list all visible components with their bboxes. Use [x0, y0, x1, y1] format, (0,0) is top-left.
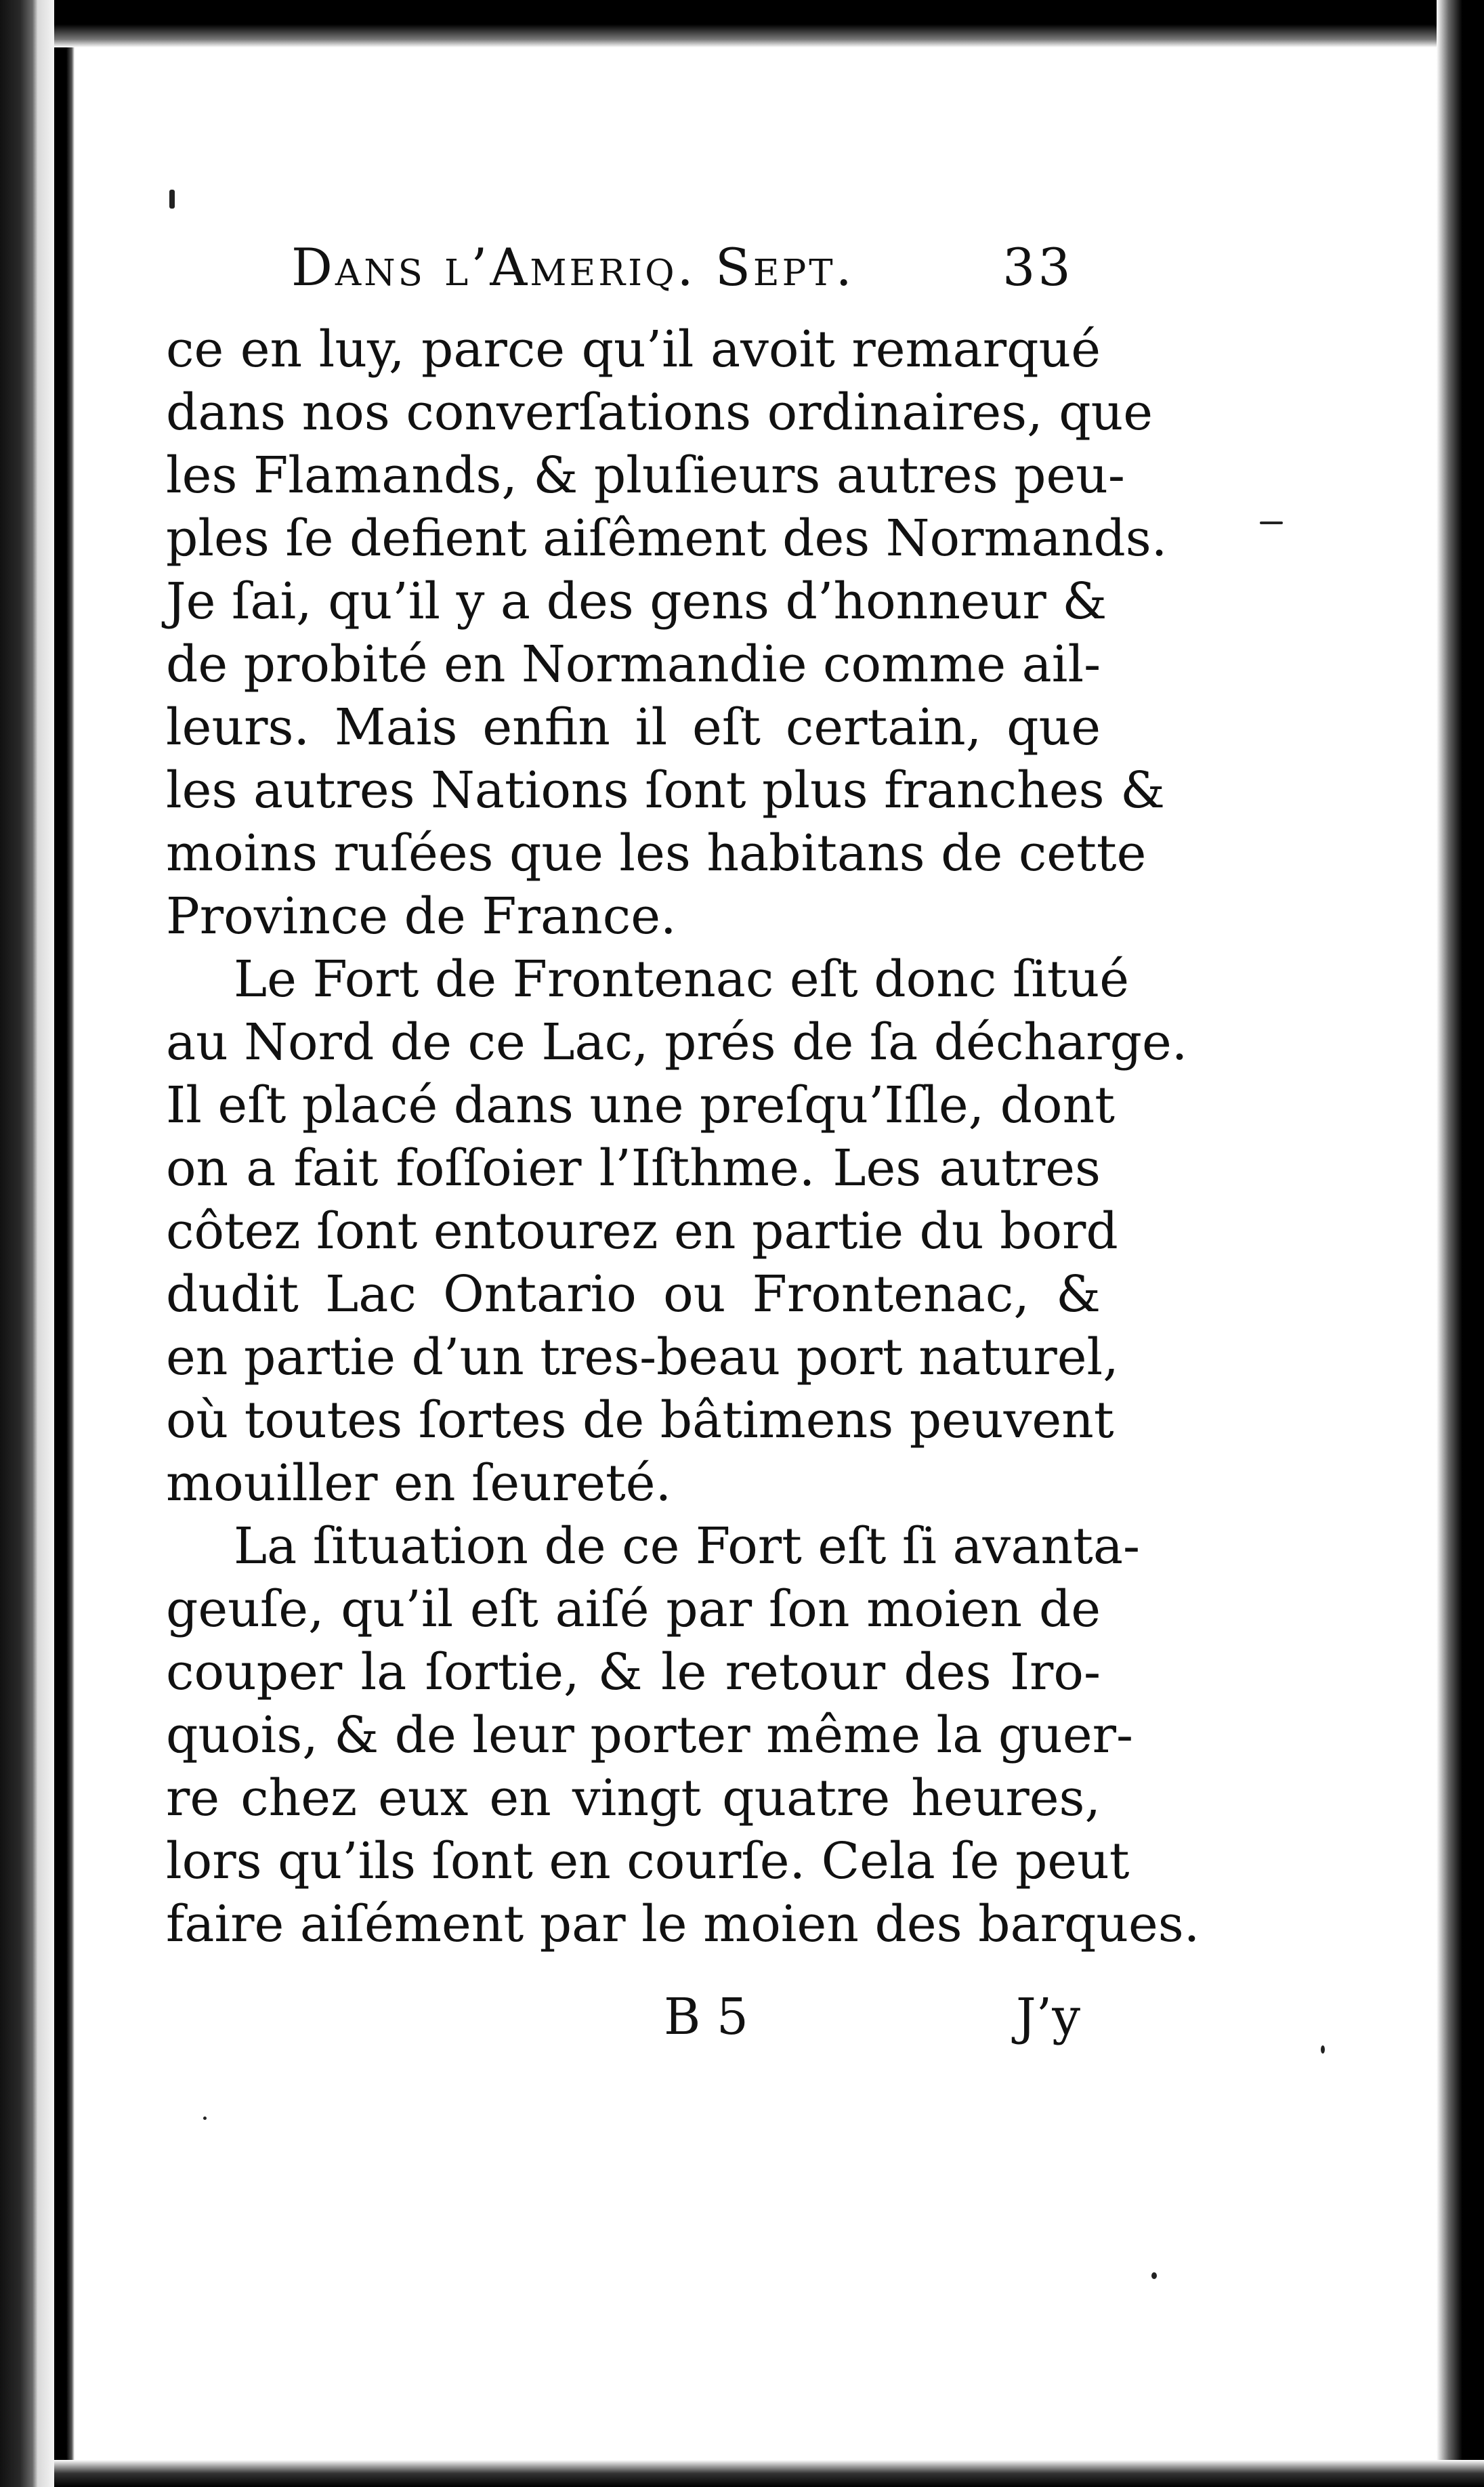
text-line: côtez ſont entourez en partie du bord [166, 1202, 1118, 1260]
scan-speck [1151, 2272, 1157, 2279]
signature-mark: B 5 [664, 1988, 748, 2046]
text-line: lors qu’ils ſont en courſe. Cela ſe peut [166, 1832, 1130, 1890]
scan-speck [1321, 2045, 1325, 2054]
text-line: moins ruſées que les habitans de cette [166, 824, 1147, 883]
text-line: quois, & de leur porter même la guer- [166, 1706, 1134, 1764]
text-line: on a fait foſſoier l’Iſthme. Les autres [166, 1139, 1101, 1197]
text-line: les Flamands, & pluſieurs autres peu- [166, 446, 1125, 505]
text-line: ples ſe defient aiſêment des Normands. [166, 509, 1168, 568]
text-line: de probité en Normandie comme ail- [166, 635, 1101, 694]
scan-speck [169, 190, 175, 209]
text-line: où toutes ſortes de bâtimens peuvent [166, 1391, 1114, 1449]
book-spine-shadow [0, 0, 37, 2487]
text-line: Province de France. [166, 887, 677, 945]
text-line: faire aiſément par le moien des barques. [166, 1895, 1200, 1953]
gutter [37, 0, 54, 2487]
body-text [166, 318, 1200, 1956]
text-line: dudit Lac Ontario ou Frontenac, & [166, 1265, 1101, 1323]
text-line: Il eſt placé dans une preſqu’Iſle, dont [166, 1076, 1115, 1134]
page-top-edge [54, 0, 1484, 47]
page-right-edge [1437, 0, 1484, 2487]
page-left-edge [54, 27, 75, 2465]
running-header [291, 237, 1375, 312]
text-line: mouiller en ſeureté. [166, 1454, 672, 1512]
page-bottom-edge [54, 2460, 1484, 2487]
text-line: re chez eux en vingt quatre heures, [166, 1769, 1101, 1827]
text-line: au Nord de ce Lac, prés de ſa décharge. [166, 1013, 1188, 1071]
text-line: couper la ſortie, & le retour des Iro- [166, 1643, 1101, 1701]
text-line: Je ſai, qu’il y a des gens d’honneur & [166, 572, 1107, 631]
text-line: ce en luy, parce qu’il avoit remarqué [166, 320, 1101, 379]
text-line: les autres Nations ſont plus franches & [166, 761, 1165, 820]
text-line: geuſe, qu’il eſt aiſé par ſon moien de [166, 1580, 1101, 1638]
running-title: Dans l’Ameriq. Sept. [291, 237, 855, 297]
page-number: 33 [1002, 237, 1074, 297]
scan-speck [1260, 522, 1283, 524]
paragraph-first-line: La ſituation de ce Fort eſt ſi avanta- [234, 1517, 1140, 1575]
text-line: dans nos converſations ordinaires, que [166, 383, 1153, 442]
scan-speck [203, 2117, 207, 2120]
text-line: en partie d’un tres-beau port naturel, [166, 1328, 1119, 1386]
text-line: leurs. Mais enfin il eſt certain, que [166, 698, 1101, 757]
paragraph-first-line: Le Fort de Frontenac eſt donc ſitué [234, 950, 1130, 1008]
catchword: J’y [1016, 1988, 1080, 2046]
